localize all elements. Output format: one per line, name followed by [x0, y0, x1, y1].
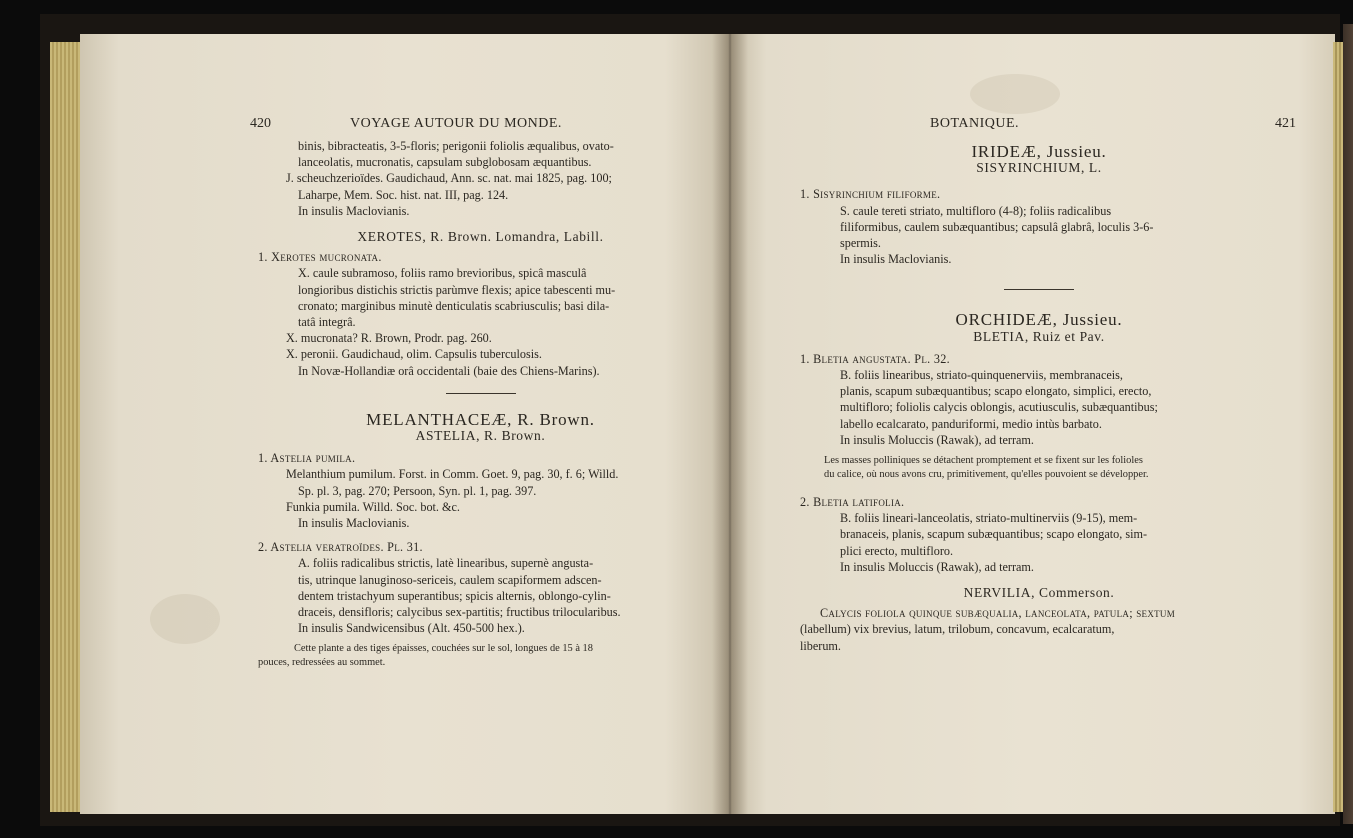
paper-stain: [970, 74, 1060, 114]
text-line: liberum.: [800, 638, 841, 653]
genus-heading: BLETIA, Ruiz et Pav.: [973, 328, 1105, 344]
text-line: cronato; marginibus minutè denticulatis scabriusculis; basi dila-: [298, 298, 610, 313]
right-running-head: BOTANIQUE.: [930, 116, 1020, 131]
text-line: B. foliis lineari-lanceolatis, striato-multinerviis (9-15), mem-: [840, 511, 1138, 526]
text-line: X. mucronata? R. Brown, Prodr. pag. 260.: [286, 331, 492, 346]
text-line: binis, bibracteatis, 3-5-floris; perigonii foliolis æqualibus, ovato-: [298, 139, 614, 153]
right-page-text: [800, 144, 1278, 654]
text-line: branaceis, planis, scapum subæquantibus; scapo elongato, sim-: [840, 527, 1147, 542]
right-page: [730, 34, 1335, 814]
genus-heading: SISYRINCHIUM, L.: [976, 160, 1102, 176]
book-cover: [1343, 24, 1353, 824]
note-line: Les masses polliniques se détachent promptement et se fixent sur les folioles: [824, 455, 1143, 467]
left-running-head: VOYAGE AUTOUR DU MONDE.: [350, 116, 562, 131]
genus-heading: ASTELIA, R. Brown.: [415, 428, 546, 444]
text-line: dentem tristachyum superantibus; spicis alternis, oblongo-cylin-: [298, 588, 611, 603]
footnote: [800, 454, 1278, 482]
text-line: tatâ integrâ.: [298, 315, 356, 330]
note-line: Cette plante a des tiges épaisses, couchées sur le sol, longues de 15 à 18: [294, 643, 593, 655]
text-line: X. caule subramoso, foliis ramo brevioribus, spicâ masculâ: [298, 266, 587, 281]
text-line: (labellum) vix brevius, latum, trilobum, concavum, ecalcaratum,: [800, 622, 1115, 637]
text-line: In Novæ-Hollandiæ orâ occidentali (baie des Chiens-Marins).: [298, 363, 600, 378]
footnote: [258, 642, 703, 670]
text-line: draceis, densifloris; calycibus sex-partitis; fructibus trilocularibus.: [298, 605, 621, 620]
text-line: In insulis Sandwicensibus (Alt. 450-500 hex.).: [298, 621, 525, 636]
text-line: Calycis foliola quinque subæqualia, lanceolata, patula; sextum: [820, 606, 1176, 621]
left-page-text: [258, 138, 703, 670]
text-line: Sp. pl. 3, pag. 270; Persoon, Syn. pl. 1, pag. 397.: [298, 483, 537, 498]
paper-stain: [150, 594, 220, 644]
text-line: filiformibus, caulem subæquantibus; capsulâ glabrâ, loculis 3-6-: [840, 219, 1154, 234]
text-line: In insulis Maclovianis.: [840, 252, 952, 267]
right-page-edges: [1333, 42, 1343, 812]
text-line: In insulis Maclovianis.: [298, 516, 410, 531]
text-line: A. foliis radicalibus strictis, latè linearibus, supernè angusta-: [298, 556, 594, 571]
text-line: Funkia pumila. Willd. Soc. bot. &c.: [286, 499, 460, 514]
section-rule: [446, 393, 516, 394]
book-spread: [40, 14, 1340, 826]
text-line: labello ecalcarato, panduriformi, medio intùs barbato.: [840, 416, 1102, 431]
text-line: spermis.: [840, 236, 881, 251]
genus-heading: XEROTES, R. Brown. Lomandra, Labill.: [357, 229, 604, 245]
text-line: In insulis Moluccis (Rawak), ad terram.: [840, 432, 1034, 447]
left-page: [80, 34, 730, 814]
text-line: S. caule tereti striato, multifloro (4-8); foliis radicalibus: [840, 203, 1112, 218]
text-line: Melanthium pumilum. Forst. in Comm. Goet. 9, pag. 30, f. 6; Willd.: [286, 467, 619, 482]
entry-title: 2. Bletia latifolia.: [800, 495, 905, 510]
entry-title: 2. Astelia veratroïdes. Pl. 31.: [258, 540, 423, 555]
text-line: X. peronii. Gaudichaud, olim. Capsulis tuberculosis.: [286, 347, 542, 362]
text-line: plici erecto, multifloro.: [840, 543, 954, 558]
entry-title: 1. Xerotes mucronata.: [258, 250, 382, 265]
text-line: planis, scapum subæquantibus; scapo elongato, simplici, erecto,: [840, 384, 1152, 399]
text-line: In insulis Moluccis (Rawak), ad terram.: [840, 559, 1034, 574]
right-page-number: 421: [1275, 116, 1296, 131]
text-line: In insulis Maclovianis.: [298, 203, 410, 218]
note-line: pouces, redressées au sommet.: [258, 657, 386, 669]
text-line: lanceolatis, mucronatis, capsulam subglobosam æquantibus.: [298, 155, 592, 170]
entry-title: 1. Bletia angustata. Pl. 32.: [800, 351, 951, 366]
left-page-edges: [50, 42, 82, 812]
book-gutter: [712, 34, 748, 814]
entry-title: 1. Sisyrinchium filiforme.: [800, 187, 941, 202]
left-page-number: 420: [250, 116, 271, 131]
text-line: tis, utrinque lanuginoso-sericeis, caulem scapiformem adscen-: [298, 572, 602, 587]
family-heading: ORCHIDEÆ, Jussieu.: [955, 310, 1123, 330]
note-line: du calice, où nous avons cru, primitivement, qu'elles pouvoient se développer.: [824, 469, 1149, 481]
text-line: B. foliis linearibus, striato-quinquenerviis, membranaceis,: [840, 368, 1123, 383]
text-line: Laharpe, Mem. Soc. hist. nat. III, pag. 124.: [298, 187, 509, 202]
family-heading: IRIDEÆ, Jussieu.: [971, 142, 1107, 161]
text-line: longioribus distichis strictis parùmve flexis; apice tabescenti mu-: [298, 282, 616, 297]
family-heading: MELANTHACEÆ, R. Brown.: [366, 409, 595, 429]
section-rule: [1004, 289, 1074, 290]
text-line: J. scheuchzerioïdes. Gaudichaud, Ann. sc. nat. mai 1825, pag. 100;: [286, 171, 612, 186]
genus-heading: NERVILIA, Commerson.: [963, 585, 1115, 601]
text-line: multifloro; foliolis calycis oblongis, acutiusculis, subæquantibus;: [840, 400, 1158, 415]
entry-title: 1. Astelia pumila.: [258, 451, 356, 466]
